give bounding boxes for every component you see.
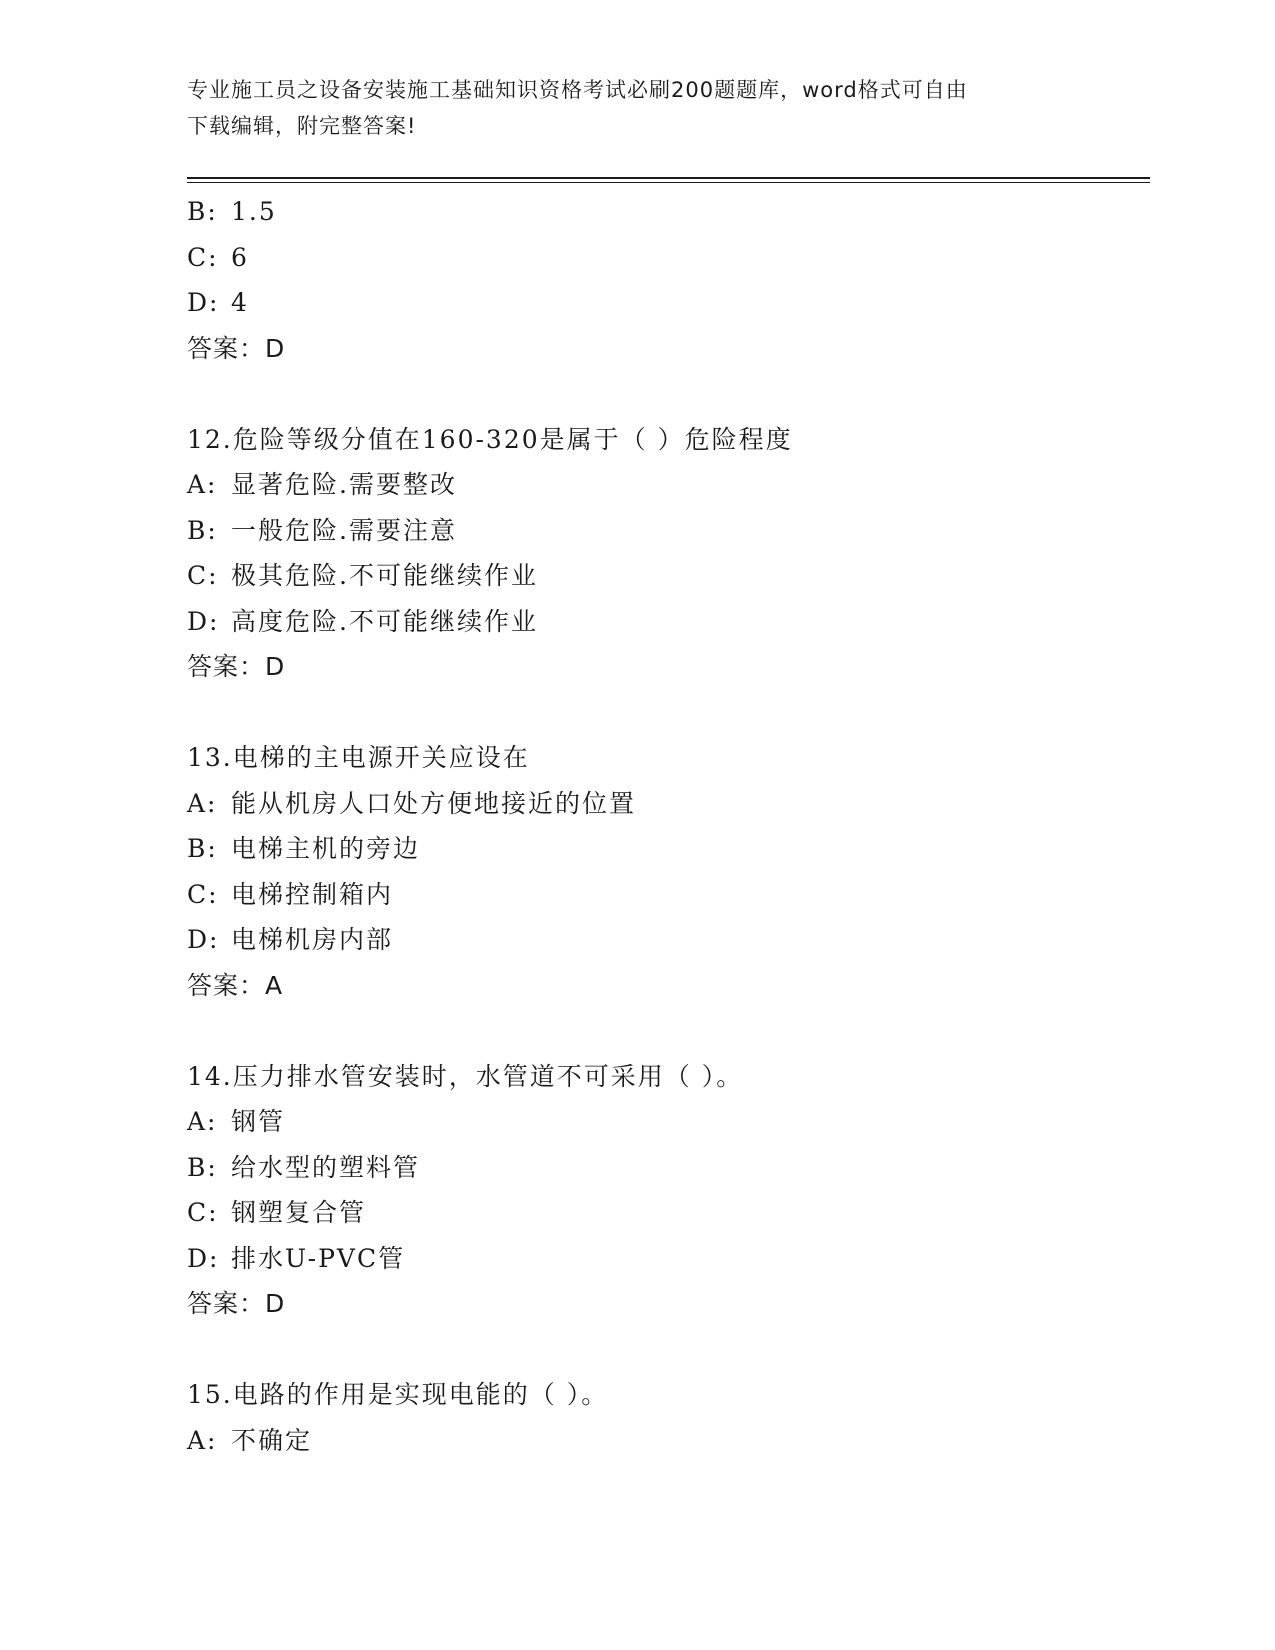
option-text: 不确定 (231, 1425, 313, 1455)
option-row (187, 872, 1147, 918)
option-label: B: (187, 197, 218, 226)
document-header (187, 72, 1087, 144)
header-line-1: 专业施工员之设备安装施工基础知识资格考试必刷200题题库，word格式可自由 (187, 78, 968, 102)
header-line-2: 下载编辑，附完整答案! (187, 114, 417, 138)
option-label: C: (187, 879, 219, 909)
option-label: D: (187, 606, 220, 636)
option-label: D: (187, 1243, 220, 1273)
option-text: 电梯主机的旁边 (231, 834, 421, 863)
option-row (187, 781, 1147, 827)
option-text: 6 (231, 242, 249, 272)
option-label: A: (187, 1425, 218, 1455)
option-text: 钢塑复合管 (231, 1198, 367, 1227)
question-text: 14.压力排水管安装时，水管道不可采用（ ）。 (187, 1061, 744, 1091)
option-row (187, 1190, 1147, 1236)
answer-line: 答案：D (187, 1289, 286, 1318)
option-label: B: (187, 1152, 218, 1182)
option-row (187, 599, 1147, 645)
option-label: A: (187, 470, 218, 499)
answer-line: 答案：D (187, 652, 286, 681)
option-row (187, 826, 1147, 872)
option-text: 显著危险.需要整改 (231, 470, 457, 499)
option-row (187, 553, 1147, 599)
option-row (187, 462, 1147, 508)
header-divider-thin (187, 182, 1150, 183)
option-text: 一般危险.需要注意 (231, 515, 457, 545)
question-block (187, 417, 1147, 690)
option-text: 钢管 (231, 1107, 286, 1136)
option-label: B: (187, 515, 218, 545)
question-block-partial (187, 189, 1147, 371)
option-label: C: (187, 242, 219, 272)
option-text: 电梯机房内部 (231, 925, 394, 954)
question-block (187, 1054, 1147, 1327)
answer-line: 答案：A (187, 970, 284, 1000)
option-label: D: (187, 288, 220, 317)
option-label: A: (187, 788, 218, 818)
option-label: B: (187, 834, 218, 863)
option-row (187, 508, 1147, 554)
option-text: 极其危险.不可能继续作业 (231, 561, 538, 590)
option-label: C: (187, 561, 219, 590)
option-row (187, 1099, 1147, 1145)
option-text: 4 (231, 288, 249, 317)
question-block (187, 1372, 1147, 1463)
option-row (187, 280, 1147, 326)
option-text: 能从机房人口处方便地接近的位置 (231, 788, 637, 818)
option-row (187, 189, 1147, 235)
option-label: A: (187, 1107, 218, 1136)
option-row (187, 1418, 1147, 1464)
option-text: 给水型的塑料管 (231, 1152, 421, 1182)
option-row (187, 917, 1147, 963)
header-divider-thick (187, 177, 1150, 179)
option-label: C: (187, 1198, 219, 1227)
option-text: 电梯控制箱内 (231, 879, 394, 909)
option-label: D: (187, 925, 220, 954)
answer-line: 答案：D (187, 333, 286, 363)
option-text: 排水U-PVC管 (231, 1243, 406, 1273)
option-text: 高度危险.不可能继续作业 (231, 606, 538, 636)
option-row (187, 235, 1147, 281)
question-text: 15.电路的作用是实现电能的（ ）。 (187, 1380, 609, 1409)
question-text: 12.危险等级分值在160-320是属于（ ）危险程度 (187, 424, 793, 454)
option-row (187, 1236, 1147, 1282)
question-list (187, 189, 1147, 1463)
question-block (187, 735, 1147, 1008)
option-text: 1.5 (231, 197, 277, 226)
option-row (187, 1145, 1147, 1191)
question-text: 13.电梯的主电源开关应设在 (187, 743, 530, 772)
